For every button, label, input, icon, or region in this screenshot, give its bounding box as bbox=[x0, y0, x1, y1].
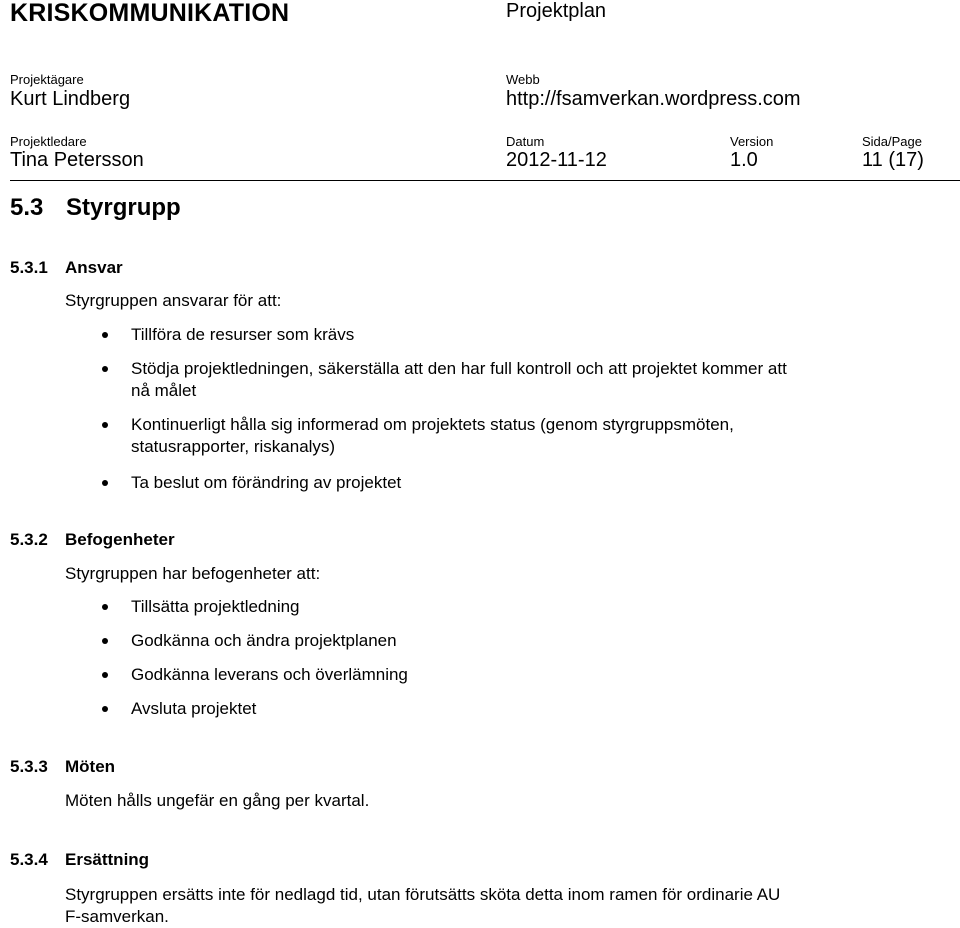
subsection-number: 5.3.1 bbox=[10, 258, 48, 277]
subsection-number: 5.3.4 bbox=[10, 850, 48, 869]
subsection-number: 5.3.2 bbox=[10, 530, 48, 549]
list-item bbox=[131, 414, 734, 458]
subsection-number: 5.3.3 bbox=[10, 757, 48, 776]
bullet-icon bbox=[102, 332, 108, 338]
owner-value: Kurt Lindberg bbox=[10, 88, 131, 110]
manager-value: Tina Petersson bbox=[10, 149, 144, 171]
bullet-icon bbox=[102, 706, 108, 712]
version-value: 1.0 bbox=[730, 149, 758, 171]
bullet-icon bbox=[102, 366, 108, 372]
compensation-line: F-samverkan. bbox=[65, 907, 169, 926]
compensation-line: Styrgruppen ersätts inte för nedlagd tid, utan förutsätts sköta detta inom ramen för ordinarie AU bbox=[65, 885, 781, 904]
date-value: 2012-11-12 bbox=[506, 149, 607, 171]
document-title: KRISKOMMUNIKATION bbox=[10, 0, 290, 27]
list-item-line: Kontinuerligt hålla sig informerad om projektets status (genom styrgruppsmöten, bbox=[131, 415, 734, 434]
list-item-line: nå målet bbox=[131, 381, 197, 400]
compensation-text bbox=[65, 884, 780, 928]
list-item: Tillsätta projektledning bbox=[131, 597, 300, 616]
document-type: Projektplan bbox=[506, 0, 607, 22]
page-label: Sida/Page bbox=[862, 134, 922, 149]
section-number: 5.3 bbox=[10, 194, 44, 221]
list-item-line: Stödja projektledningen, säkerställa att den har full kontroll och att projektet kommer att bbox=[131, 359, 787, 378]
header-divider bbox=[10, 180, 960, 181]
list-item: Ta beslut om förändring av projektet bbox=[131, 473, 402, 492]
list-item: Avsluta projektet bbox=[131, 699, 257, 718]
subsection-heading-ersattning bbox=[10, 850, 149, 870]
responsibility-intro: Styrgruppen ansvarar för att: bbox=[65, 291, 282, 310]
version-label: Version bbox=[730, 134, 774, 149]
web-link[interactable]: http://fsamverkan.wordpress.com bbox=[506, 88, 801, 110]
subsection-heading-befogenheter bbox=[10, 530, 175, 550]
subsection-heading-moten bbox=[10, 757, 115, 777]
list-item bbox=[131, 358, 787, 402]
list-item: Tillföra de resurser som krävs bbox=[131, 325, 355, 344]
authority-intro: Styrgruppen har befogenheter att: bbox=[65, 564, 321, 583]
bullet-icon bbox=[102, 604, 108, 610]
page-value: 11 (17) bbox=[862, 149, 924, 171]
section-title: Styrgrupp bbox=[66, 194, 181, 221]
bullet-icon bbox=[102, 422, 108, 428]
subsection-title: Befogenheter bbox=[65, 530, 175, 549]
bullet-icon bbox=[102, 638, 108, 644]
meetings-text: Möten hålls ungefär en gång per kvartal. bbox=[65, 791, 370, 810]
subsection-title: Möten bbox=[65, 757, 116, 776]
section-heading bbox=[10, 194, 181, 222]
owner-label: Projektägare bbox=[10, 72, 84, 87]
subsection-heading-ansvar bbox=[10, 258, 123, 278]
manager-label: Projektledare bbox=[10, 134, 87, 149]
date-label: Datum bbox=[506, 134, 545, 149]
bullet-icon bbox=[102, 480, 108, 486]
subsection-title: Ersättning bbox=[65, 850, 150, 869]
list-item: Godkänna leverans och överlämning bbox=[131, 665, 408, 684]
subsection-title: Ansvar bbox=[65, 258, 123, 277]
list-item: Godkänna och ändra projektplanen bbox=[131, 631, 397, 650]
bullet-icon bbox=[102, 672, 108, 678]
list-item-line: statusrapporter, riskanalys) bbox=[131, 437, 336, 456]
web-label: Webb bbox=[506, 72, 540, 87]
